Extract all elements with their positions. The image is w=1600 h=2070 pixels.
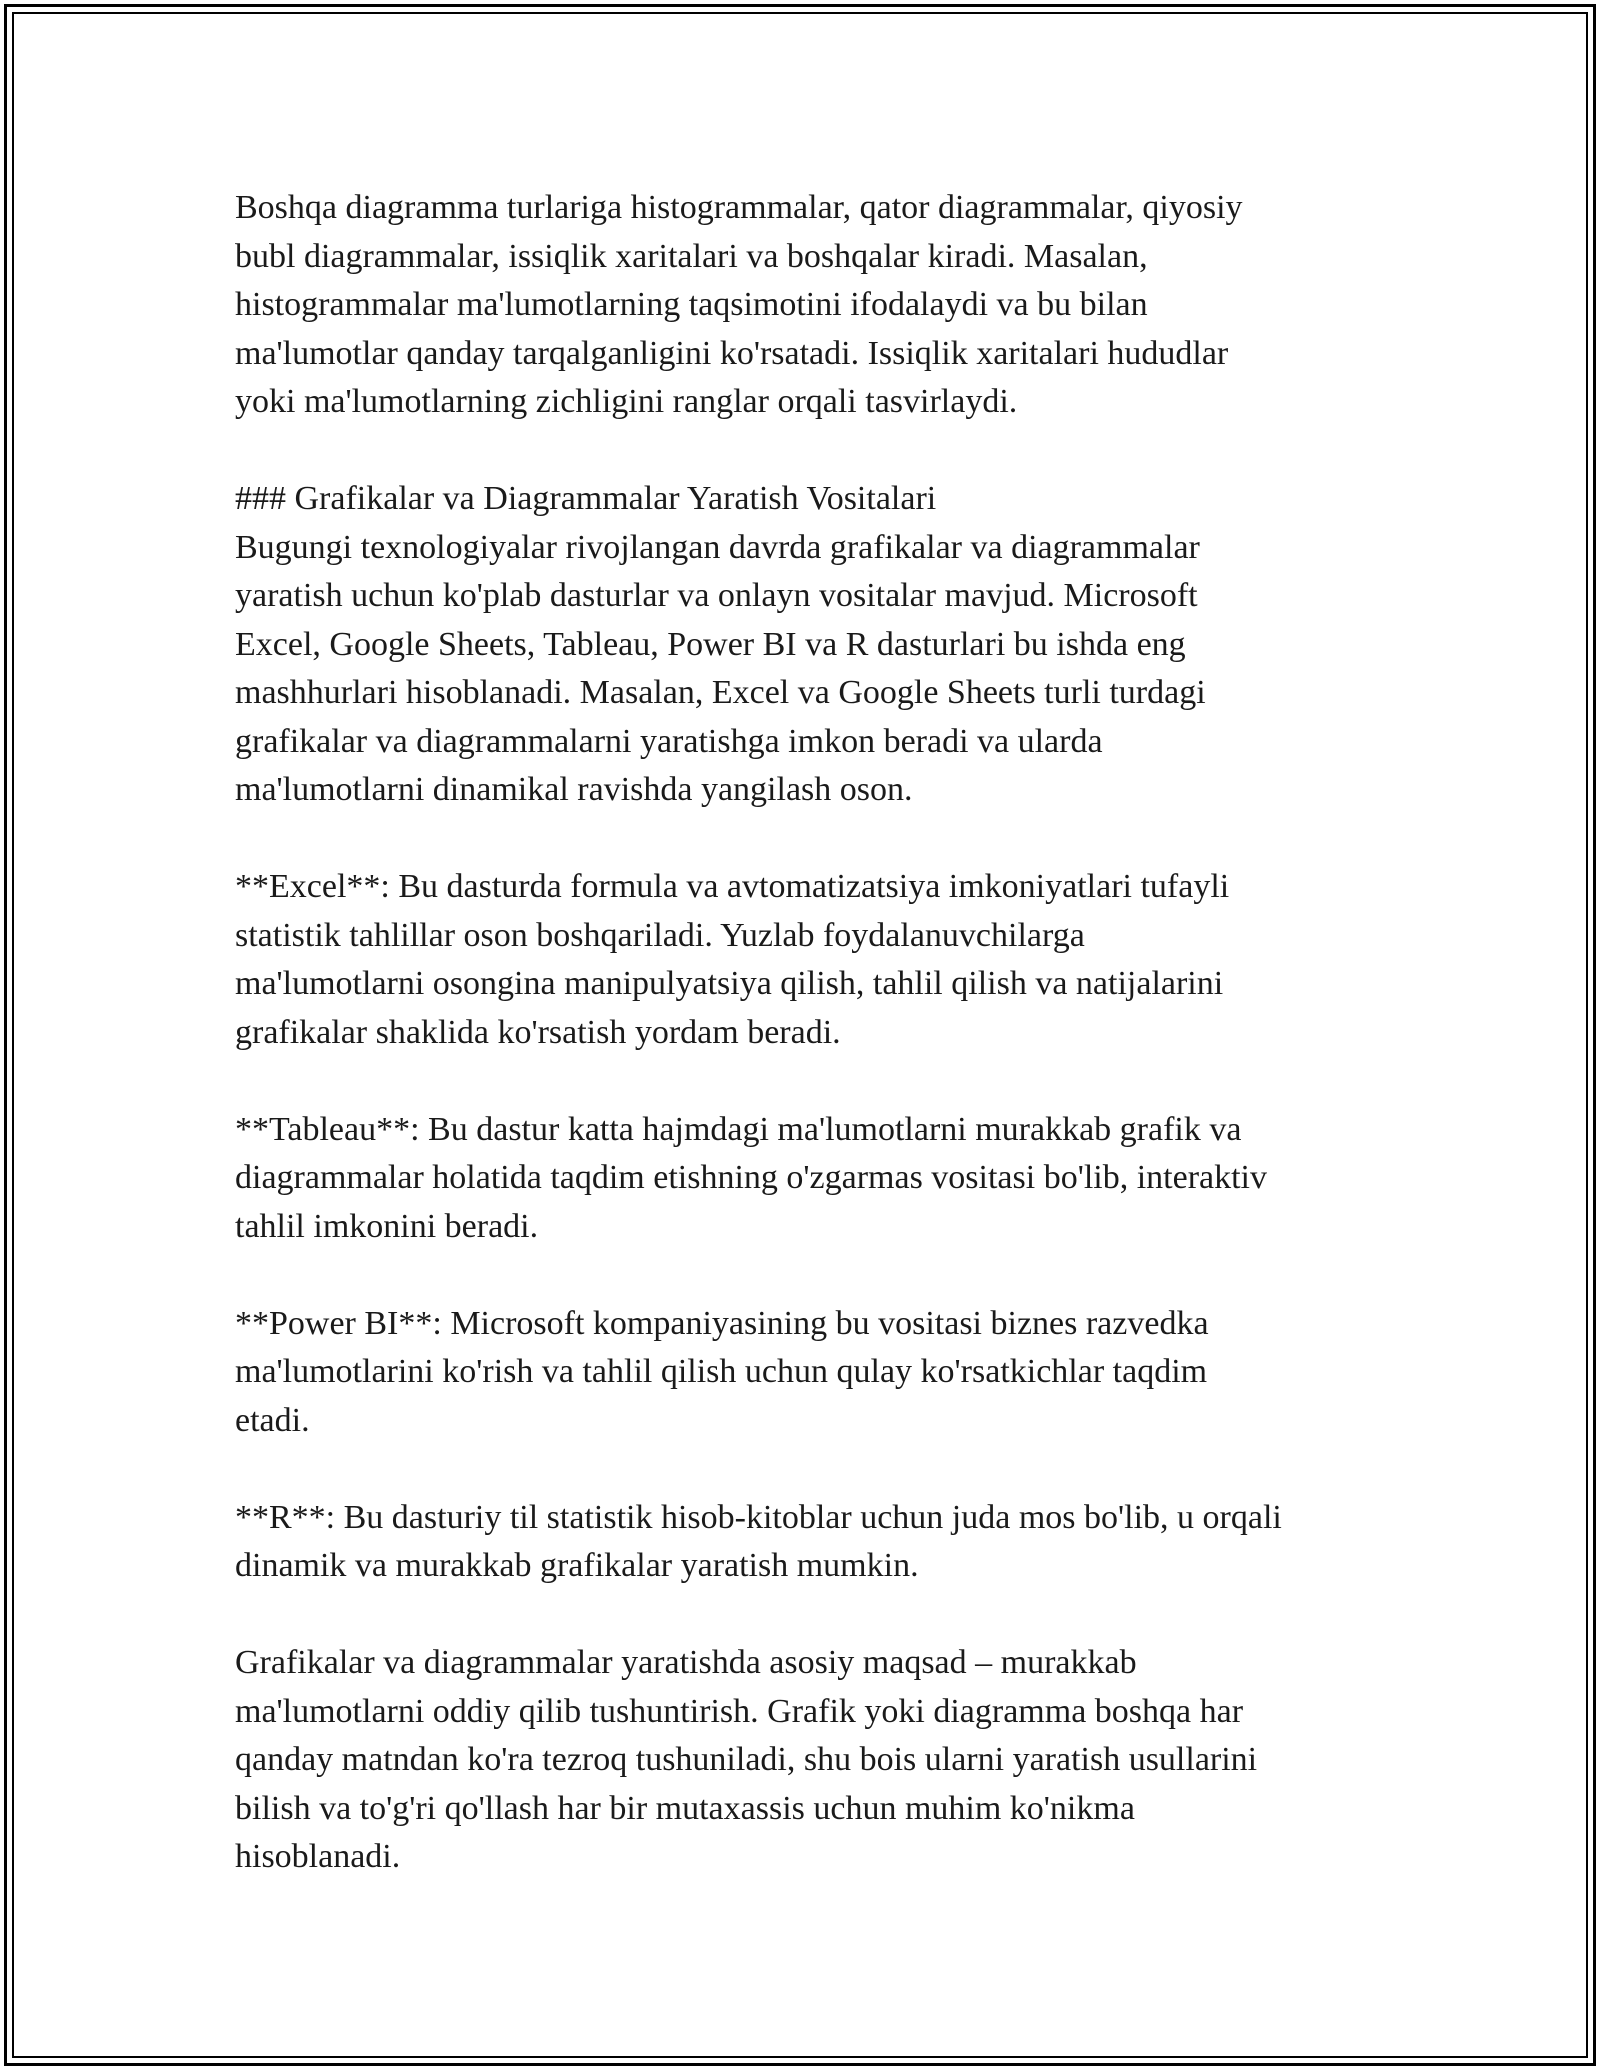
document-body — [235, 184, 1405, 1882]
paragraph-power-bi: **Power BI**: Microsoft kompaniyasining bu vositasi biznes razvedka ma'lumotlarini ko'rish va tahlil qilish uchun qulay ko'rsatkichlar taqdim etadi. — [235, 1304, 1209, 1439]
paragraph-tableau: **Tableau**: Bu dastur katta hajmdagi ma'lumotlarni murakkab grafik va diagrammalar holatida taqdim etishning o'zgarmas vositasi bo'lib, interaktiv tahlil imkonini beradi. — [235, 1110, 1268, 1245]
paragraph-r: **R**: Bu dasturiy til statistik hisob-kitoblar uchun juda mos bo'lib, u orqali dinamik va murakkab grafikalar yaratish mumkin. — [235, 1498, 1282, 1584]
paragraph-excel: **Excel**: Bu dasturda formula va avtomatizatsiya imkoniyatlari tufayli statistik tahlillar oson boshqariladi. Yuzlab foydalanuvchilarga ma'lumotlarni osongina manipulyatsiya qilish, tahlil qilish va natijalarini grafikalar shaklida ko'rsatish yordam beradi. — [235, 868, 1230, 1051]
paragraph-tools-heading: ### Grafikalar va Diagrammalar Yaratish Vositalari Bugungi texnologiyalar rivojlangan davrda grafikalar va diagrammalar yaratish uchun ko'plab dasturlar va onlayn vositalar mavjud. Microsoft Excel, Google Sheets, Tableau, Power BI va R dasturlari bu ishda eng mashhurlari hisoblanadi. Masalan, Excel va Google Sheets turli turdagi grafikalar va diagrammalarni yaratishga imkon beradi va ularda ma'lumotlarni dinamikal ravishda yangilash oson. — [235, 480, 1206, 808]
paragraph-conclusion: Grafikalar va diagrammalar yaratishda asosiy maqsad – murakkab ma'lumotlarni oddiy qilib tushuntirish. Grafik yoki diagramma boshqa har qanday matndan ko'ra tezroq tushuniladi, shu bois ularni yaratish usullarini bilish va to'g'ri qo'llash har bir mutaxassis uchun muhim ko'nikma hisoblanadi. — [235, 1644, 1258, 1875]
paragraph-diagram-types: Boshqa diagramma turlariga histogrammalar, qator diagrammalar, qiyosiy bubl diagrammalar, issiqlik xaritalari va boshqalar kiradi. Masalan, histogrammalar ma'lumotlarning taqsimotini ifodalaydi va bu bilan ma'lumotlar qanday tarqalganligini ko'rsatadi. Issiqlik xaritalari hududlar yoki ma'lumotlarning zichligini ranglar orqali tasvirlaydi. — [235, 189, 1243, 420]
